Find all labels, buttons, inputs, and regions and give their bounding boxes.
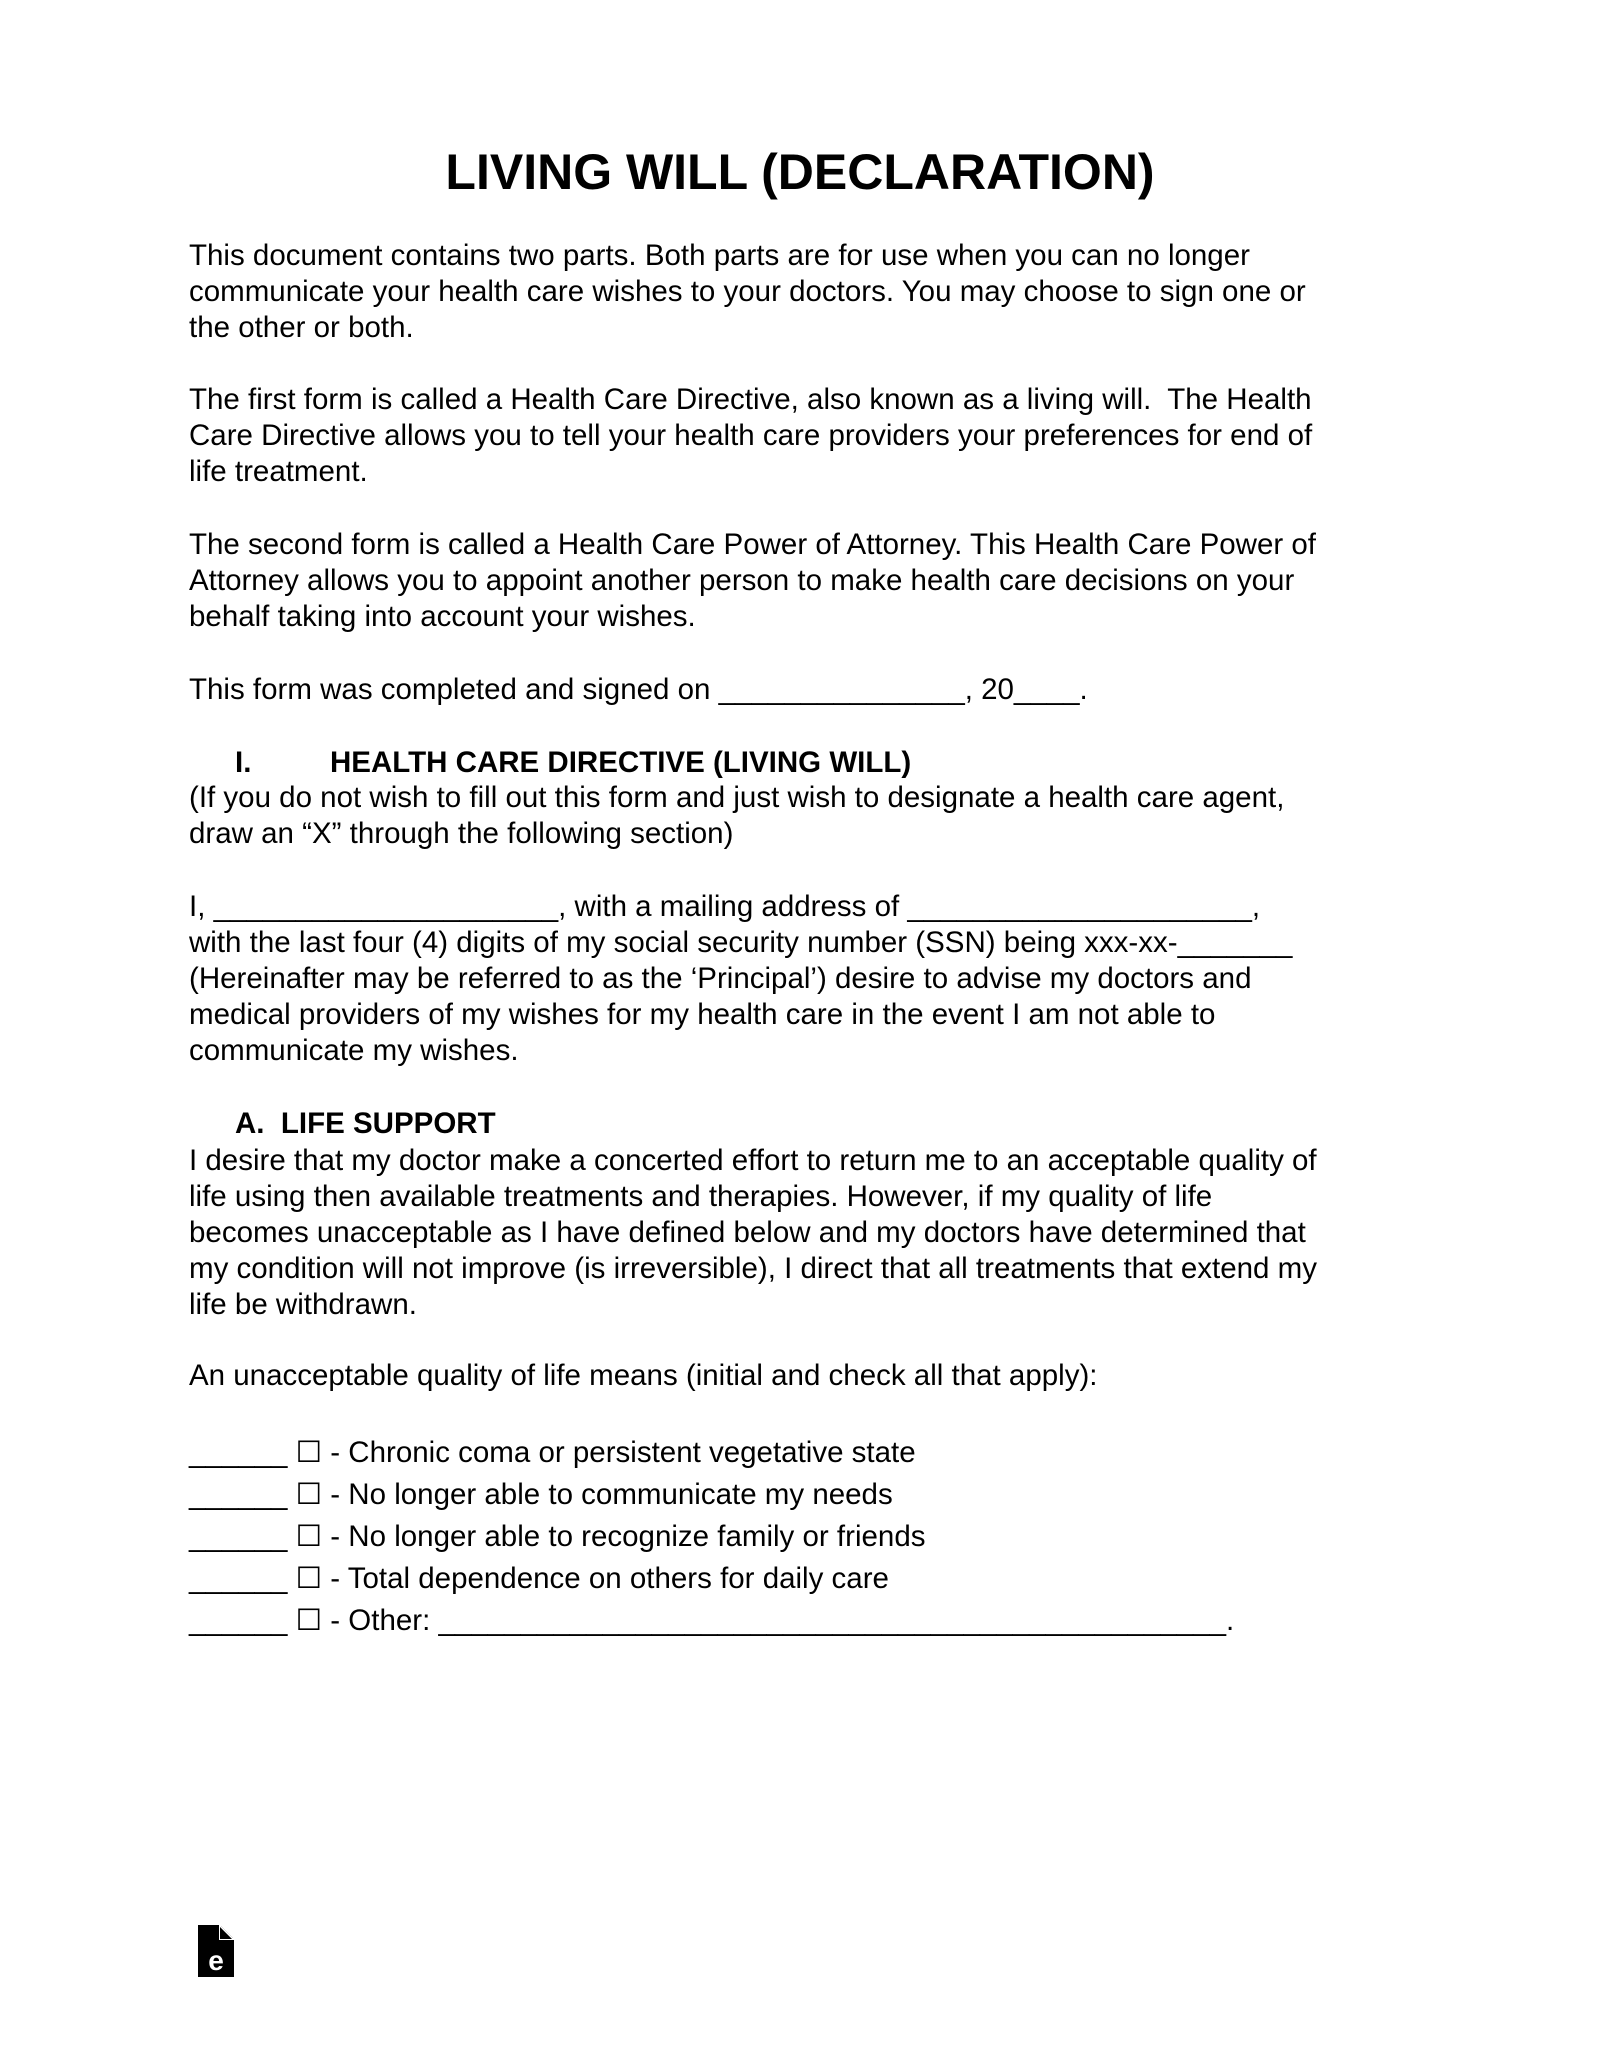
document-title: LIVING WILL (DECLARATION)	[445, 144, 1155, 200]
option-item[interactable]: ______ ☐ - Chronic coma or persistent vegetative state	[189, 1436, 916, 1469]
text-line: life treatment.	[189, 455, 368, 488]
text-line: draw an “X” through the following section)	[189, 817, 734, 850]
text-line: life be withdrawn.	[189, 1288, 417, 1321]
text-line: I desire that my doctor make a concerted effort to return me to an acceptable quality of	[189, 1144, 1317, 1177]
text-line[interactable]: with the last four (4) digits of my social security number (SSN) being xxx-xx-_______	[189, 926, 1293, 959]
subsection-heading: A. LIFE SUPPORT	[235, 1107, 496, 1140]
document-e-logo-icon	[198, 1925, 234, 1977]
text-line: communicate your health care wishes to your doctors. You may choose to sign one or	[189, 275, 1306, 308]
text-line: This document contains two parts. Both parts are for use when you can no longer	[189, 239, 1250, 272]
section-note	[189, 780, 1284, 852]
option-item[interactable]: ______ ☐ - No longer able to communicate my needs	[189, 1478, 893, 1511]
text-line: (If you do not wish to fill out this form and just wish to designate a health care agent,	[189, 781, 1285, 814]
text-line: (Hereinafter may be referred to as the ‘Principal’) desire to advise my doctors and	[189, 962, 1252, 995]
signed-date-line[interactable]: This form was completed and signed on _______________, 20____.	[189, 673, 1088, 706]
text-line: the other or both.	[189, 311, 414, 344]
quality-prompt: An unacceptable quality of life means (initial and check all that apply):	[189, 1359, 1098, 1392]
option-item[interactable]: ______ ☐ - Total dependence on others for daily care	[189, 1562, 889, 1595]
text-line: life using then available treatments and therapies. However, if my quality of life	[189, 1180, 1213, 1213]
intro-paragraph-3	[189, 527, 1316, 635]
life-support-paragraph	[189, 1143, 1317, 1323]
svg-text:e: e	[208, 1945, 224, 1976]
text-line: behalf taking into account your wishes.	[189, 600, 696, 633]
text-line: The first form is called a Health Care Directive, also known as a living will. The Health	[189, 383, 1312, 416]
section-number: I.	[235, 746, 252, 779]
text-line[interactable]: I, _____________________, with a mailing address of _____________________,	[189, 890, 1261, 923]
text-line: becomes unacceptable as I have defined below and my doctors have determined that	[189, 1216, 1306, 1249]
option-item[interactable]: ______ ☐ - Other: ________________________________________________.	[189, 1604, 1235, 1637]
text-line: communicate my wishes.	[189, 1034, 519, 1067]
text-line: Care Directive allows you to tell your health care providers your preferences for end of	[189, 419, 1313, 452]
text-line: medical providers of my wishes for my health care in the event I am not able to	[189, 998, 1216, 1031]
text-line: Attorney allows you to appoint another person to make health care decisions on your	[189, 564, 1295, 597]
principal-paragraph[interactable]	[189, 889, 1292, 1069]
intro-paragraph-2	[189, 382, 1312, 490]
option-item[interactable]: ______ ☐ - No longer able to recognize family or friends	[189, 1520, 926, 1553]
section-heading: HEALTH CARE DIRECTIVE (LIVING WILL)	[330, 746, 912, 779]
text-line: my condition will not improve (is irreversible), I direct that all treatments that extend my	[189, 1252, 1317, 1285]
text-line: The second form is called a Health Care Power of Attorney. This Health Care Power of	[189, 528, 1316, 561]
intro-paragraph-1	[189, 238, 1306, 346]
